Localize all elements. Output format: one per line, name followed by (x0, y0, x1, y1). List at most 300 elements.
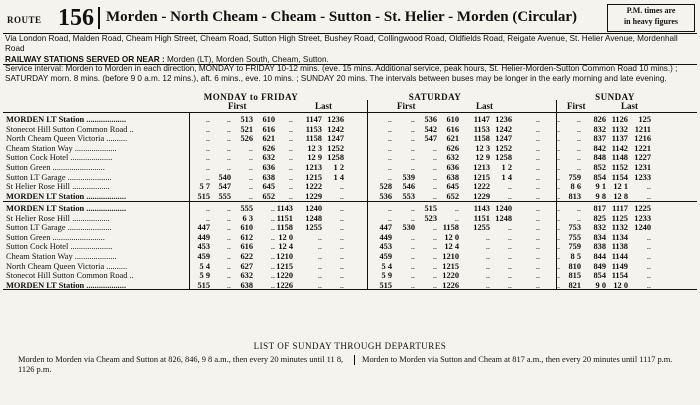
time-cell: 1134 (611, 232, 628, 242)
time-cell: .. (226, 163, 231, 172)
time-cell: 621 (262, 134, 275, 144)
time-cell: .. (507, 232, 512, 242)
time-cell: .. (226, 261, 231, 271)
time-cell: 1215 (442, 261, 459, 271)
time-cell: .. (576, 143, 581, 153)
time-cell: 610 (446, 115, 459, 124)
time-cell: .. (387, 134, 392, 144)
time-cell: 638 (446, 172, 459, 182)
time-cell: 536 (424, 115, 437, 124)
time-cell: .. (226, 280, 231, 290)
time-cell: .. (270, 232, 275, 242)
mf-last-label: Last (315, 101, 333, 111)
pm-note-line2: in heavy figures (623, 17, 679, 26)
time-cell: .. (555, 191, 560, 201)
time-cell: .. (410, 261, 415, 271)
time-cell: 8 6 (570, 182, 581, 192)
time-cell: .. (339, 204, 344, 213)
time-cell: 5 4 (199, 261, 210, 271)
time-cell: .. (205, 143, 210, 153)
time-cell: 1213 (473, 163, 490, 172)
time-cell: 1149 (611, 261, 628, 271)
time-cell: 12 9 (307, 153, 322, 163)
time-cell: .. (535, 172, 540, 182)
sunday-through-left: Morden to Morden via Cheam and Sutton at 826, 846, 9 8 a.m., then every 20 minutes until 11 8, 1126 p.m. (18, 355, 344, 374)
time-cell: .. (432, 242, 437, 252)
time-cell: 555 (240, 204, 253, 213)
time-cell: 8 5 (570, 252, 581, 261)
time-cell: .. (535, 153, 540, 163)
time-cell: 632 (240, 271, 253, 281)
time-cell: .. (485, 271, 490, 281)
time-cell: .. (226, 124, 231, 134)
time-cell: 1258 (327, 153, 344, 163)
time-cell: 547 (218, 182, 231, 192)
time-cell: .. (576, 204, 581, 213)
time-cell: 12 9 (475, 153, 490, 163)
time-cell: .. (270, 280, 275, 290)
time-cell: 12 3 (475, 143, 490, 153)
sat-last-label: Last (476, 101, 494, 111)
time-cell: 1210 (276, 252, 293, 261)
time-cell: .. (339, 261, 344, 271)
time-cell: .. (646, 252, 651, 261)
time-cell: .. (555, 153, 560, 163)
time-cell: 1158 (276, 223, 293, 233)
time-cell: 622 (240, 252, 253, 261)
service-interval: Service interval: Morden to Morden in each direction, MONDAY to FRIDAY 10-12 mins. (eve. 15 mins. Additional service, peak hours, St. Helier-Morden-Sutton Common Road 10 mins.) ; SATURDAY morn. 8 mins. (before 9 0 a.m. 12 mins.), aft. 6 mins., eve. 10 mins. ; SUNDAY 20 mins. The intervals between buses may be longer in the early morning and late evening. (5, 64, 678, 83)
time-cell: 1252 (495, 143, 512, 153)
time-cell: .. (205, 204, 210, 213)
time-cell: .. (535, 223, 540, 233)
time-cell: .. (432, 280, 437, 290)
time-cell: .. (317, 271, 322, 281)
time-cell: .. (555, 261, 560, 271)
time-cell: 854 (593, 271, 606, 281)
time-cell: .. (646, 280, 651, 290)
time-cell: 1211 (634, 124, 651, 134)
table-top-rule (3, 112, 697, 113)
time-cell: .. (410, 280, 415, 290)
time-cell: 848 (593, 153, 606, 163)
time-cell: .. (454, 213, 459, 223)
time-cell: 1153 (473, 124, 490, 134)
time-cell: 528 (379, 182, 392, 192)
time-cell: .. (555, 213, 560, 223)
time-cell: .. (339, 232, 344, 242)
time-cell: 636 (262, 163, 275, 172)
time-cell: 1210 (442, 252, 459, 261)
time-cell: 838 (593, 242, 606, 252)
time-cell: 5 4 (381, 261, 392, 271)
time-cell: .. (535, 124, 540, 134)
time-cell: 1247 (495, 134, 512, 144)
sat-first-label: First (397, 101, 416, 111)
time-cell: .. (270, 213, 275, 223)
time-cell: .. (387, 204, 392, 213)
time-cell: 1132 (611, 124, 628, 134)
time-cell: 1138 (611, 242, 628, 252)
station-name: Stonecot Hill Sutton Common Road .. (6, 271, 134, 281)
time-cell: .. (507, 242, 512, 252)
time-cell: .. (555, 252, 560, 261)
time-cell: .. (555, 172, 560, 182)
time-cell: 1213 (305, 163, 322, 172)
time-cell: 1153 (305, 124, 322, 134)
time-cell: 1233 (634, 172, 651, 182)
time-cell: .. (387, 153, 392, 163)
time-cell: 1151 (473, 213, 490, 223)
time-cell: 547 (424, 134, 437, 144)
time-cell: .. (339, 223, 344, 233)
time-cell: .. (410, 115, 415, 124)
time-cell: 810 (568, 261, 581, 271)
time-cell: 1222 (305, 182, 322, 192)
time-cell: 453 (197, 242, 210, 252)
time-cell: .. (535, 115, 540, 124)
time-cell: 12 0 (613, 280, 628, 290)
time-cell: .. (576, 134, 581, 144)
time-cell: 12 0 (278, 232, 293, 242)
time-cell: 1 2 (501, 163, 512, 172)
time-cell: .. (535, 204, 540, 213)
time-cell: 1242 (327, 124, 344, 134)
time-cell: 1236 (495, 115, 512, 124)
time-cell: .. (535, 271, 540, 281)
time-cell: 1225 (634, 204, 651, 213)
time-cell: .. (535, 143, 540, 153)
time-cell: 1231 (634, 163, 651, 172)
time-cell: 515 (197, 191, 210, 201)
time-cell: 555 (218, 191, 231, 201)
time-cell: 1258 (495, 153, 512, 163)
time-cell: 12 0 (444, 232, 459, 242)
time-cell: 530 (402, 223, 415, 233)
time-cell: .. (485, 261, 490, 271)
time-cell: .. (205, 172, 210, 182)
time-cell: .. (226, 213, 231, 223)
time-cell: 553 (402, 191, 415, 201)
time-cell: .. (555, 280, 560, 290)
time-cell: .. (205, 213, 210, 223)
time-cell: .. (646, 191, 651, 201)
time-cell: 632 (446, 153, 459, 163)
time-cell: 638 (262, 172, 275, 182)
sun-first-label: First (567, 101, 586, 111)
time-cell: .. (205, 163, 210, 172)
time-cell: .. (317, 252, 322, 261)
time-cell: 1143 (473, 204, 490, 213)
time-cell: .. (387, 124, 392, 134)
time-cell: 817 (593, 204, 606, 213)
time-cell: 1248 (495, 213, 512, 223)
pm-note-box (607, 4, 695, 32)
time-cell: 1147 (305, 115, 322, 124)
time-cell: 1226 (276, 280, 293, 290)
time-cell: .. (387, 213, 392, 223)
time-cell: 638 (240, 280, 253, 290)
time-cell: .. (410, 252, 415, 261)
route-label: ROUTE (7, 15, 42, 25)
time-cell: 1158 (473, 134, 490, 144)
station-name: MORDEN LT Station ................... (6, 191, 127, 201)
time-cell: .. (339, 242, 344, 252)
time-cell: .. (432, 223, 437, 233)
time-cell: .. (555, 182, 560, 192)
time-cell: 1220 (442, 271, 459, 281)
time-cell: .. (410, 124, 415, 134)
time-cell: .. (288, 124, 293, 134)
time-cell: 1 4 (501, 172, 512, 182)
time-cell: .. (248, 182, 253, 192)
station-name: Sutton LT Garage ..................... (6, 223, 112, 233)
time-cell: 759 (568, 172, 581, 182)
time-cell: 9 0 (595, 280, 606, 290)
mf-sat-divider (367, 100, 368, 289)
time-cell: 1240 (305, 204, 322, 213)
time-cell: 1125 (611, 213, 628, 223)
time-cell: 1222 (473, 182, 490, 192)
time-cell: .. (270, 242, 275, 252)
time-cell: 1248 (305, 213, 322, 223)
route-title: Morden - North Cheam - Cheam - Sutton - St. Helier - Morden (Circular) (106, 9, 578, 25)
time-cell: .. (205, 153, 210, 163)
time-cell: 1220 (276, 271, 293, 281)
time-cell: 1154 (611, 271, 628, 281)
time-cell: 636 (446, 163, 459, 172)
group-sunday: SUNDAY (595, 92, 635, 102)
time-cell: .. (535, 261, 540, 271)
time-cell: .. (646, 271, 651, 281)
time-cell: 610 (240, 223, 253, 233)
time-cell: 854 (593, 172, 606, 182)
time-cell: 832 (593, 124, 606, 134)
railway-list: Morden (LT), Morden South, Cheam, Sutton. (164, 55, 329, 64)
via-text: Via London Road, Malden Road, Cheam High Street, Cheam Road, Sutton High Street, Bushey Road, Collingwood Road, Oldfields Road, Reigate Avenue, St. Helier Avenue, Mordenhall Road (5, 34, 678, 53)
time-cell: 542 (424, 124, 437, 134)
route-number: 156 (58, 5, 94, 31)
time-cell: 1240 (634, 223, 651, 233)
time-cell: 1144 (611, 252, 628, 261)
time-cell: .. (339, 191, 344, 201)
time-cell: .. (555, 134, 560, 144)
time-cell: .. (485, 232, 490, 242)
time-cell: .. (485, 242, 490, 252)
time-cell: .. (410, 204, 415, 213)
time-cell: .. (226, 252, 231, 261)
station-name: MORDEN LT Station ................... (6, 280, 127, 290)
time-cell: .. (410, 271, 415, 281)
time-cell: 12 3 (307, 143, 322, 153)
station-name: North Cheam Queen Victoria .......... (6, 134, 128, 144)
time-cell: .. (432, 261, 437, 271)
station-name: Stonecot Hill Sutton Common Road .. (6, 124, 134, 134)
time-cell: .. (576, 153, 581, 163)
time-cell: 5 9 (199, 271, 210, 281)
time-cell: 759 (568, 242, 581, 252)
time-cell: 1247 (327, 134, 344, 144)
time-cell: .. (339, 182, 344, 192)
time-cell: .. (288, 172, 293, 182)
time-cell: .. (555, 204, 560, 213)
time-cell: .. (432, 143, 437, 153)
time-cell: .. (507, 191, 512, 201)
time-cell: 1215 (473, 172, 490, 182)
time-cell: 632 (262, 153, 275, 163)
time-cell: 612 (240, 232, 253, 242)
time-cell: 1 2 (333, 163, 344, 172)
time-cell: .. (288, 153, 293, 163)
time-cell: .. (535, 134, 540, 144)
time-cell: .. (432, 252, 437, 261)
time-cell: 1126 (611, 115, 628, 124)
time-cell: 645 (262, 182, 275, 192)
sunday-through-right: Morden to Morden via Sutton and Cheam at 817 a.m., then every 20 minutes until 1117 p.m. (362, 355, 673, 364)
time-cell: .. (248, 143, 253, 153)
time-cell: 626 (446, 143, 459, 153)
time-cell: 513 (240, 115, 253, 124)
time-cell: 815 (568, 271, 581, 281)
time-cell: .. (432, 232, 437, 242)
time-cell: .. (555, 115, 560, 124)
time-cell: .. (248, 153, 253, 163)
time-cell: 539 (402, 172, 415, 182)
time-cell: 844 (593, 252, 606, 261)
time-cell: .. (288, 134, 293, 144)
time-cell: .. (387, 143, 392, 153)
time-cell: .. (387, 115, 392, 124)
time-cell: 1158 (305, 134, 322, 144)
sun-last-label: Last (621, 101, 639, 111)
time-cell: 826 (593, 115, 606, 124)
time-cell: .. (226, 153, 231, 163)
time-cell: .. (535, 213, 540, 223)
time-cell: 1233 (634, 213, 651, 223)
time-cell: .. (270, 204, 275, 213)
station-name: Sutton LT Garage ..................... (6, 172, 112, 182)
time-cell: 1240 (495, 204, 512, 213)
time-cell: .. (205, 134, 210, 144)
time-cell: 523 (424, 213, 437, 223)
time-cell: .. (410, 232, 415, 242)
time-cell: 1236 (327, 115, 344, 124)
time-cell: 12 4 (278, 242, 293, 252)
time-cell: .. (576, 213, 581, 223)
time-cell: .. (507, 252, 512, 261)
time-cell: .. (270, 252, 275, 261)
time-cell: .. (646, 232, 651, 242)
station-name: Cheam Station Way .................... (6, 252, 117, 261)
time-cell: 9 8 (595, 191, 606, 201)
time-cell: .. (535, 182, 540, 192)
railway-stations (5, 55, 329, 64)
time-cell: .. (555, 124, 560, 134)
time-cell: 1132 (611, 223, 628, 233)
time-cell: .. (317, 232, 322, 242)
time-cell: .. (507, 271, 512, 281)
time-cell: .. (339, 280, 344, 290)
time-cell: .. (205, 115, 210, 124)
time-cell: .. (432, 163, 437, 172)
time-cell: 627 (240, 261, 253, 271)
time-cell: 521 (240, 124, 253, 134)
time-cell: 849 (593, 261, 606, 271)
station-name: Cheam Station Way .................... (6, 143, 117, 153)
time-cell: 1252 (327, 143, 344, 153)
time-cell: .. (432, 271, 437, 281)
time-cell: 1226 (442, 280, 459, 290)
time-cell: 1142 (611, 143, 628, 153)
group-monday-friday: MONDAY to FRIDAY (203, 92, 299, 102)
time-cell: 1143 (276, 204, 293, 213)
time-cell: .. (555, 271, 560, 281)
time-cell: 12 8 (613, 191, 628, 201)
time-cell: .. (270, 223, 275, 233)
time-cell: .. (317, 261, 322, 271)
time-cell: 753 (568, 223, 581, 233)
time-cell: 610 (262, 115, 275, 124)
time-cell: 12 1 (613, 182, 628, 192)
time-cell: .. (535, 191, 540, 201)
time-cell: 1148 (611, 153, 628, 163)
time-cell: .. (432, 182, 437, 192)
station-name: Sutton Green ......................... (6, 163, 105, 172)
time-cell: .. (555, 143, 560, 153)
time-cell: 515 (197, 280, 210, 290)
time-cell: .. (288, 143, 293, 153)
time-cell: 1227 (634, 153, 651, 163)
time-cell: 852 (593, 163, 606, 172)
station-name: Sutton Cock Hotel .................... (6, 153, 113, 163)
time-cell: .. (248, 172, 253, 182)
time-cell: .. (270, 271, 275, 281)
time-cell: .. (410, 213, 415, 223)
time-cell: .. (410, 134, 415, 144)
time-cell: .. (646, 242, 651, 252)
time-cell: .. (387, 163, 392, 172)
group-saturday: SATURDAY (408, 92, 462, 102)
time-cell: 1 4 (333, 172, 344, 182)
time-cell: 1117 (612, 204, 628, 213)
time-cell: 1154 (611, 172, 628, 182)
route-header (3, 3, 695, 33)
time-cell: 832 (593, 223, 606, 233)
time-cell: .. (576, 163, 581, 172)
station-name: St Helier Rose Hill .................. (6, 213, 110, 223)
time-cell: .. (226, 204, 231, 213)
time-cell: 540 (218, 172, 231, 182)
time-cell: 459 (197, 252, 210, 261)
time-cell: .. (432, 153, 437, 163)
time-cell: 449 (197, 232, 210, 242)
time-cell: .. (485, 252, 490, 261)
time-cell: 447 (379, 223, 392, 233)
time-cell: .. (507, 182, 512, 192)
sunday-through-divider (354, 355, 355, 365)
sunday-through-heading: LIST OF SUNDAY THROUGH DEPARTURES (253, 341, 447, 351)
time-cell: .. (646, 182, 651, 192)
time-cell: .. (226, 232, 231, 242)
time-cell: 6 3 (242, 213, 253, 223)
station-name: St Helier Rose Hill .................. (6, 182, 110, 192)
time-cell: .. (317, 280, 322, 290)
station-name: Sutton Cock Hotel .................... (6, 242, 113, 252)
time-cell: 515 (379, 280, 392, 290)
time-cell: .. (205, 124, 210, 134)
station-name: MORDEN LT Station ................... (6, 204, 127, 213)
time-cell: .. (507, 261, 512, 271)
time-cell: .. (432, 191, 437, 201)
